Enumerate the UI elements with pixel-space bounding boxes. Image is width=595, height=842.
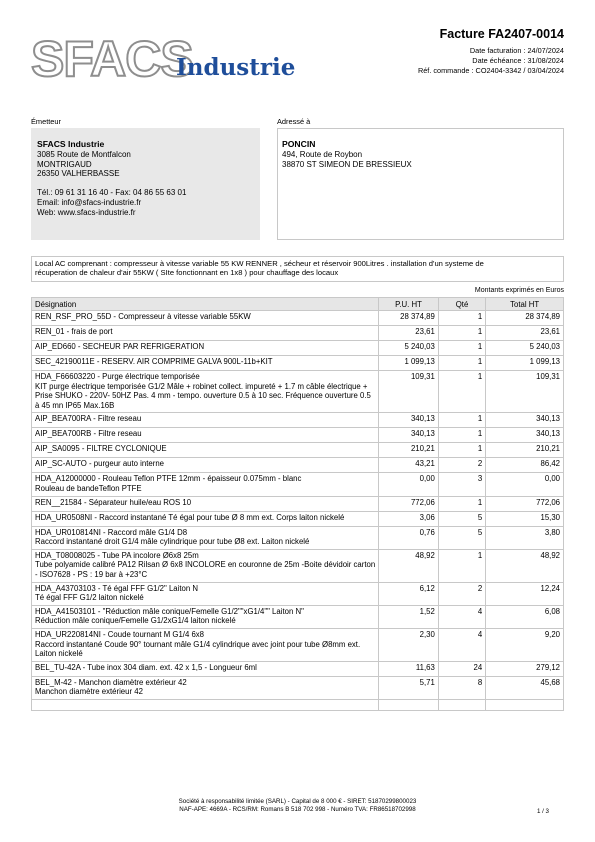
cell-unit-price: 11,63 (379, 661, 439, 676)
cell-unit-price: 340,13 (379, 413, 439, 428)
emitter-name: SFACS Industrie (37, 139, 105, 149)
cell-total: 12,24 (486, 582, 564, 605)
table-row (32, 511, 564, 526)
cell-designation (32, 582, 379, 605)
invoice-title: Facture FA2407-0014 (439, 27, 564, 41)
table-row (32, 661, 564, 676)
item-title: REN__21584 - Séparateur huile/eau ROS 10 (35, 497, 192, 507)
recipient-name: PONCIN (282, 139, 316, 149)
cell-quantity: 4 (438, 605, 485, 628)
cell-total: 0,00 (486, 473, 564, 496)
cell-quantity: 3 (438, 473, 485, 496)
description-line1: Local AC comprenant : compresseur à vitesse variable 55 KW RENNER , sécheur et réservoir 900Litres . installation d'un systeme de (35, 259, 484, 268)
cell-unit-price: 43,21 (379, 458, 439, 473)
order-reference: Réf. commande : CO2404-3342 / 03/04/2024 (417, 66, 564, 75)
cell-quantity: 8 (438, 676, 485, 699)
due-date: Date échéance : 31/08/2024 (472, 56, 564, 65)
cell-quantity: 1 (438, 428, 485, 443)
cell-designation (32, 341, 379, 356)
cell-quantity: 5 (438, 511, 485, 526)
item-title: REN_01 - frais de port (35, 327, 113, 336)
cell-quantity: 1 (438, 413, 485, 428)
table-row (32, 311, 564, 326)
cell-total: 340,13 (486, 413, 564, 428)
project-description (31, 256, 564, 282)
cell-unit-price: 5 240,03 (379, 341, 439, 356)
table-row (32, 582, 564, 605)
table-row (32, 676, 564, 699)
item-title: HDA_UR0508NI - Raccord instantané Té égal pour tube Ø 8 mm ext. Corps laiton nickelé (35, 512, 345, 522)
cell-designation (32, 549, 379, 582)
table-row (32, 526, 564, 549)
recipient-label: Adressé à (277, 117, 311, 126)
table-header-row (32, 298, 564, 311)
item-title: HDA_T08008025 - Tube PA incolore Ø6x8 25m (35, 550, 199, 560)
cell-total: 772,06 (486, 496, 564, 511)
table-row (32, 458, 564, 473)
cell-unit-price: 6,12 (379, 582, 439, 605)
footer-legal-line2: NAF-APE: 4669A - RCS/RM: Romans B 518 702 998 - Numéro TVA: FR86518702998 (179, 806, 416, 813)
footer-legal-line1: Société à responsabilité limitée (SARL) - Capital de 8 000 € - SIRET: 51870299800023 (178, 798, 417, 805)
item-title: HDA_UR220814NI - Coude tournant M G1/4 6x8 (35, 629, 205, 639)
cell-designation (32, 371, 379, 413)
cell-quantity: 1 (438, 443, 485, 458)
cell-quantity: 2 (438, 582, 485, 605)
invoice-date: Date facturation : 24/07/2024 (469, 46, 564, 55)
item-title: BEL_M-42 - Manchon diamètre extérieur 42 (35, 677, 187, 687)
item-title: AIP_BEA700RB - Filtre reseau (35, 429, 142, 439)
cell-total: 28 374,89 (486, 311, 564, 326)
cell-quantity: 1 (438, 311, 485, 326)
item-detail: Raccord instantané droit G1/4 mâle cylindrique pour tube Ø8 ext. Laiton nickelé (35, 537, 310, 547)
table-row (32, 341, 564, 356)
cell-total: 109,31 (486, 371, 564, 413)
logo-industrie-text: Industrie (176, 54, 296, 81)
table-row (32, 326, 564, 341)
recipient-line1: 494, Route de Roybon (282, 149, 363, 159)
cell-designation (32, 326, 379, 341)
table-row (32, 473, 564, 496)
cell-total: 45,68 (486, 676, 564, 699)
recipient-address (282, 140, 412, 169)
cell-quantity: 1 (438, 549, 485, 582)
recipient-line2: 38870 ST SIMEON DE BRESSIEUX (282, 159, 412, 169)
header-unit-price: P.U. HT (379, 298, 439, 311)
cell-designation (32, 428, 379, 443)
cell-total: 3,80 (486, 526, 564, 549)
item-title: AIP_ED660 - SECHEUR PAR REFRIGERATION (35, 342, 205, 351)
item-title: AIP_BEA700RA - Filtre reseau (35, 414, 142, 424)
table-row (32, 371, 564, 413)
cell-quantity: 4 (438, 628, 485, 661)
header-designation: Désignation (32, 298, 379, 311)
currency-note: Montants exprimés en Euros (474, 287, 564, 294)
cell-designation (32, 676, 379, 699)
cell-total: 6,08 (486, 605, 564, 628)
cell-unit-price: 28 374,89 (379, 311, 439, 326)
cell-unit-price: 48,92 (379, 549, 439, 582)
cell-unit-price: 2,30 (379, 628, 439, 661)
item-title: HDA_A43703103 - Té égal FFF G1/2" Laiton N (35, 583, 198, 593)
header-total: Total HT (486, 298, 564, 311)
cell-total: 210,21 (486, 443, 564, 458)
cell-designation (32, 605, 379, 628)
cell-designation (32, 413, 379, 428)
item-title: SEC_42190011E - RESERV. AIR COMPRIME GALVA 900L-11b+KIT (35, 357, 273, 366)
cell-designation (32, 526, 379, 549)
item-detail: Manchon diamètre extérieur 42 (35, 687, 143, 697)
item-detail: Réduction mâle conique/Femelle G1/2xG1/4 laiton nickelé (35, 616, 236, 626)
cell-quantity: 1 (438, 496, 485, 511)
cell-total: 15,30 (486, 511, 564, 526)
table-row (32, 356, 564, 371)
table-row (32, 605, 564, 628)
page-number: 1 / 3 (536, 808, 549, 815)
item-title: HDA_A12000000 - Rouleau Teflon PTFE 12mm - épaisseur 0.075mm - blanc (35, 474, 302, 484)
cell-unit-price: 0,00 (379, 473, 439, 496)
table-row (32, 428, 564, 443)
item-title: HDA_UR010814NI - Raccord mâle G1/4 D8 (35, 527, 188, 537)
logo-sfacs-text: SFACS (31, 31, 193, 87)
cell-unit-price: 1,52 (379, 605, 439, 628)
item-title: AIP_SA0095 - FILTRE CYCLONIQUE (35, 444, 167, 454)
cell-unit-price: 1 099,13 (379, 356, 439, 371)
cell-designation (32, 473, 379, 496)
emitter-email[interactable]: Email: info@sfacs-industrie.fr (37, 197, 142, 207)
cell-unit-price: 23,61 (379, 326, 439, 341)
emitter-label: Émetteur (31, 117, 61, 126)
item-detail: Raccord instantané Coude 90° tournant mâle G1/4 cylindrique avec joint pour tube Ø8mm ext. Laiton nickelé (35, 639, 361, 659)
item-title: HDA_F66603220 - Purge électrique temporisée (35, 372, 200, 381)
cell-designation (32, 511, 379, 526)
invoice-lines-table (31, 297, 564, 711)
table-row (32, 413, 564, 428)
table-row (32, 628, 564, 661)
cell-total: 279,12 (486, 661, 564, 676)
emitter-address (37, 140, 186, 218)
table-empty-row (32, 699, 564, 710)
cell-total: 5 240,03 (486, 341, 564, 356)
header-quantity: Qté (438, 298, 485, 311)
emitter-web[interactable]: Web: www.sfacs-industrie.fr (37, 207, 136, 217)
cell-quantity: 1 (438, 371, 485, 413)
cell-quantity: 1 (438, 326, 485, 341)
item-detail: Té égal FFF G1/2 laiton nickelé (35, 593, 144, 603)
emitter-line2: MONTRIGAUD (37, 159, 92, 169)
description-line2: récuperation de chaleur d'air 55KW ( SIte fonctionnant en 1x8 ) pour chauffage des locaux (35, 268, 339, 278)
item-title: BEL_TU-42A - Tube inox 304 diam. ext. 42 x 1,5 - Longueur 6ml (35, 662, 257, 672)
cell-unit-price: 772,06 (379, 496, 439, 511)
emitter-line3: 26350 VALHERBASSE (37, 169, 120, 179)
cell-designation (32, 496, 379, 511)
item-detail: KIT purge électrique temporisée G1/2 Mâle + robinet collect. impureté + 1.7 m câble électrique + Prise SHUKO - 220V- 50HZ Pas. 4 mm - tempo. ouverture 0.5 à 10 sec. Fréquence ouverture 0.5 à 45 mn IP65 Max.16B (35, 381, 371, 410)
cell-designation (32, 311, 379, 326)
item-title: AIP_SC-AUTO - purgeur auto interne (35, 459, 164, 469)
table-row (32, 443, 564, 458)
cell-quantity: 5 (438, 526, 485, 549)
table-row (32, 496, 564, 511)
cell-designation (32, 661, 379, 676)
cell-unit-price: 3,06 (379, 511, 439, 526)
cell-unit-price: 340,13 (379, 428, 439, 443)
cell-quantity: 1 (438, 356, 485, 371)
cell-unit-price: 109,31 (379, 371, 439, 413)
cell-unit-price: 0,76 (379, 526, 439, 549)
cell-total: 1 099,13 (486, 356, 564, 371)
cell-quantity: 2 (438, 458, 485, 473)
emitter-phone: Tél.: 09 61 31 16 40 - Fax: 04 86 55 63 01 (37, 188, 187, 198)
cell-total: 340,13 (486, 428, 564, 443)
cell-total: 86,42 (486, 458, 564, 473)
table-row (32, 549, 564, 582)
cell-designation (32, 356, 379, 371)
emitter-line1: 3085 Route de Montfalcon (37, 149, 131, 159)
cell-designation (32, 628, 379, 661)
cell-unit-price: 210,21 (379, 443, 439, 458)
item-title: REN_RSF_PRO_55D - Compresseur à vitesse variable 55KW (35, 312, 251, 321)
cell-designation (32, 458, 379, 473)
cell-total: 9,20 (486, 628, 564, 661)
table-body (32, 311, 564, 711)
cell-unit-price: 5,71 (379, 676, 439, 699)
item-detail: Tube polyamide calibré PA12 Rilsan Ø 6x8 INCOLORE en couronne de 25m -Boite dévidoir carton - ISO7628 - PS : 19 bar à +23°C (35, 560, 376, 579)
cell-designation (32, 443, 379, 458)
cell-total: 23,61 (486, 326, 564, 341)
cell-quantity: 24 (438, 661, 485, 676)
item-detail: Rouleau de bandeTeflon PTFE (35, 483, 142, 493)
cell-quantity: 1 (438, 341, 485, 356)
item-title: HDA_A41503101 - "Réduction mâle conique/Femelle G1/2""xG1/4"" Laiton N" (35, 606, 304, 616)
cell-total: 48,92 (486, 549, 564, 582)
